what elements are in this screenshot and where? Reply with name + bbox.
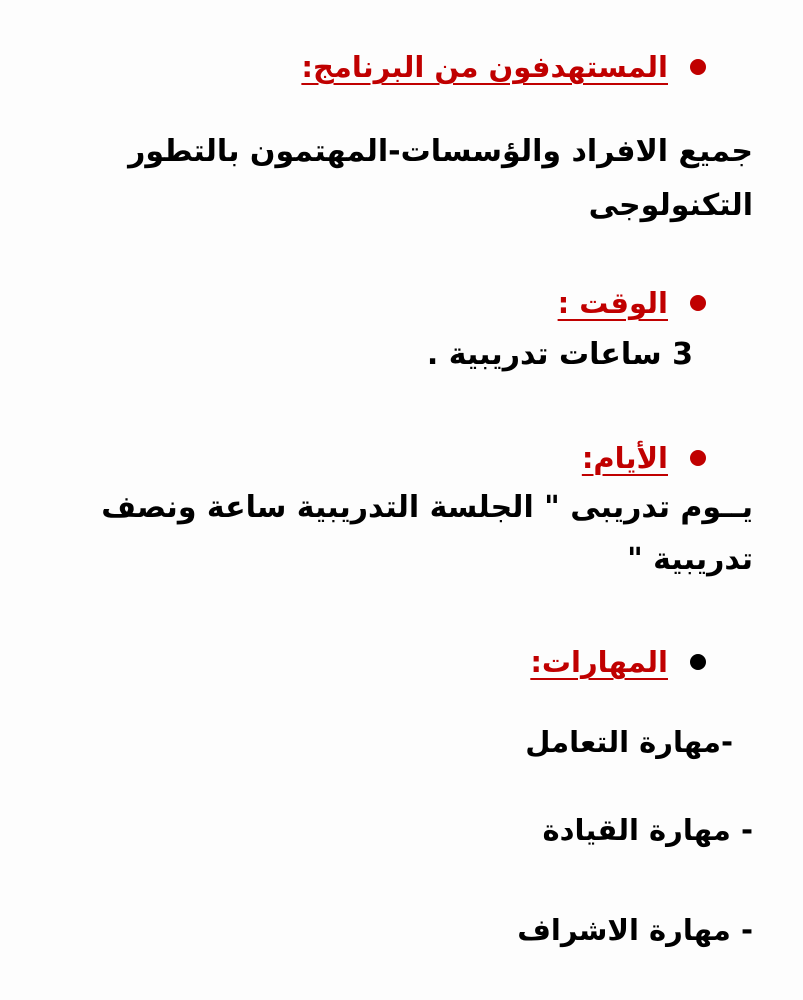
time-heading: [558, 286, 706, 320]
days-line-2: تدريبية ": [627, 542, 753, 577]
skill-item: - مهارة القيادة: [542, 813, 753, 847]
bullet-icon: [690, 295, 706, 311]
skill-item: -مهارة التعامل: [525, 725, 733, 759]
days-heading: [582, 441, 706, 475]
bullet-icon: [690, 654, 706, 670]
time-line-1: 3 ساعات تدريبية .: [426, 337, 693, 372]
days-line-1: يــوم تدريبى " الجلسة التدريبية ساعة ونصف: [101, 490, 753, 525]
bullet-icon: [690, 59, 706, 75]
target-audience-heading-text: المستهدفون من البرنامج:: [301, 50, 668, 84]
target-audience-line-2: التكنولوجى: [588, 188, 753, 223]
bullet-icon: [690, 450, 706, 466]
time-heading-text: الوقت :: [557, 286, 668, 320]
days-heading-text: الأيام:: [581, 441, 668, 475]
skills-heading: [530, 645, 706, 679]
skills-heading-text: المهارات:: [530, 645, 668, 679]
target-audience-line-1: جميع الافراد والؤسسات-المهتمون بالتطور: [128, 134, 753, 169]
skill-item: - مهارة الاشراف: [517, 913, 753, 947]
target-audience-heading: [301, 50, 706, 84]
